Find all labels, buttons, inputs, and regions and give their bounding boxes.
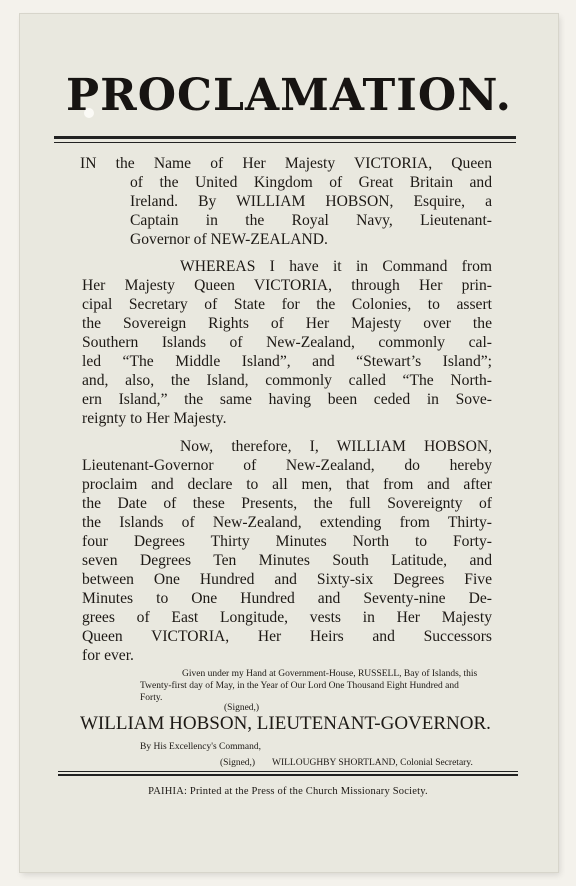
whereas-line: Southern Islands of New-Zealand, commonly cal- xyxy=(82,334,492,351)
now-line: seven Degrees Ten Minutes South Latitude, and xyxy=(82,552,492,569)
footer-rule-thin xyxy=(58,771,518,772)
now-line: the Date of these Presents, the full Sovereignty of xyxy=(82,495,492,512)
now-line: grees of East Longitude, vests in Her Majesty xyxy=(82,609,492,626)
now-line: proclaim and declare to all men, that from and after xyxy=(82,476,492,493)
now-line: four Degrees Thirty Minutes North to Forty- xyxy=(82,533,492,550)
title-rule-thin xyxy=(54,142,516,143)
preamble-line: of the United Kingdom of Great Britain and xyxy=(130,174,492,191)
given-line: Forty. xyxy=(140,693,163,703)
now-line: Queen VICTORIA, Her Heirs and Successors xyxy=(82,628,492,645)
whereas-line: reignty to Her Majesty. xyxy=(82,410,227,427)
whereas-line: the Sovereign Rights of Her Majesty over the xyxy=(82,315,492,332)
given-line: Twenty-first day of May, in the Year of Our Lord One Thousand Eight Hundred and xyxy=(140,681,459,691)
whereas-line: led “The Middle Island”, and “Stewart’s Island”; xyxy=(82,353,492,370)
now-line: Lieutenant-Governor of New-Zealand, do hereby xyxy=(82,457,492,474)
printer-imprint: PAIHIA: Printed at the Press of the Church Missionary Society. xyxy=(148,786,428,797)
title-rule-thick xyxy=(54,136,516,139)
governor-signature: WILLIAM HOBSON, LIEUTENANT-GOVERNOR. xyxy=(80,713,491,734)
now-line: Minutes to One Hundred and Seventy-nine De- xyxy=(82,590,492,607)
whereas-line: WHEREAS I have it in Command from xyxy=(180,258,492,275)
secretary-line: WILLOUGHBY SHORTLAND, Colonial Secretary. xyxy=(272,758,473,768)
now-line: the Islands of New-Zealand, extending from Thirty- xyxy=(82,514,492,531)
now-line: Now, therefore, I, WILLIAM HOBSON, xyxy=(180,438,492,455)
footer-rule-thick xyxy=(58,774,518,776)
preamble-line: IN the Name of Her Majesty VICTORIA, Queen xyxy=(80,155,492,172)
preamble-line: Ireland. By WILLIAM HOBSON, Esquire, a xyxy=(130,193,492,210)
preamble-line: Captain in the Royal Navy, Lieutenant- xyxy=(130,212,492,229)
signed-note: (Signed,) xyxy=(224,703,260,713)
given-line: Given under my Hand at Government-House, RUSSELL, Bay of Islands, this xyxy=(182,669,478,679)
preamble-line: Governor of NEW-ZEALAND. xyxy=(130,231,328,248)
whereas-line: cipal Secretary of State for the Colonies, to assert xyxy=(82,296,492,313)
whereas-line: and, also, the Island, commonly called “The North- xyxy=(82,372,492,389)
proclamation-title: PROCLAMATION. xyxy=(66,70,512,121)
signed-note: (Signed,) xyxy=(220,758,256,768)
command-line: By His Excellency's Command, xyxy=(140,742,261,752)
now-line: between One Hundred and Sixty-six Degrees Five xyxy=(82,571,492,588)
now-line: for ever. xyxy=(82,647,134,664)
whereas-line: Her Majesty Queen VICTORIA, through Her prin- xyxy=(82,277,492,294)
whereas-line: ern Island,” the same having been ceded in Sove- xyxy=(82,391,492,408)
